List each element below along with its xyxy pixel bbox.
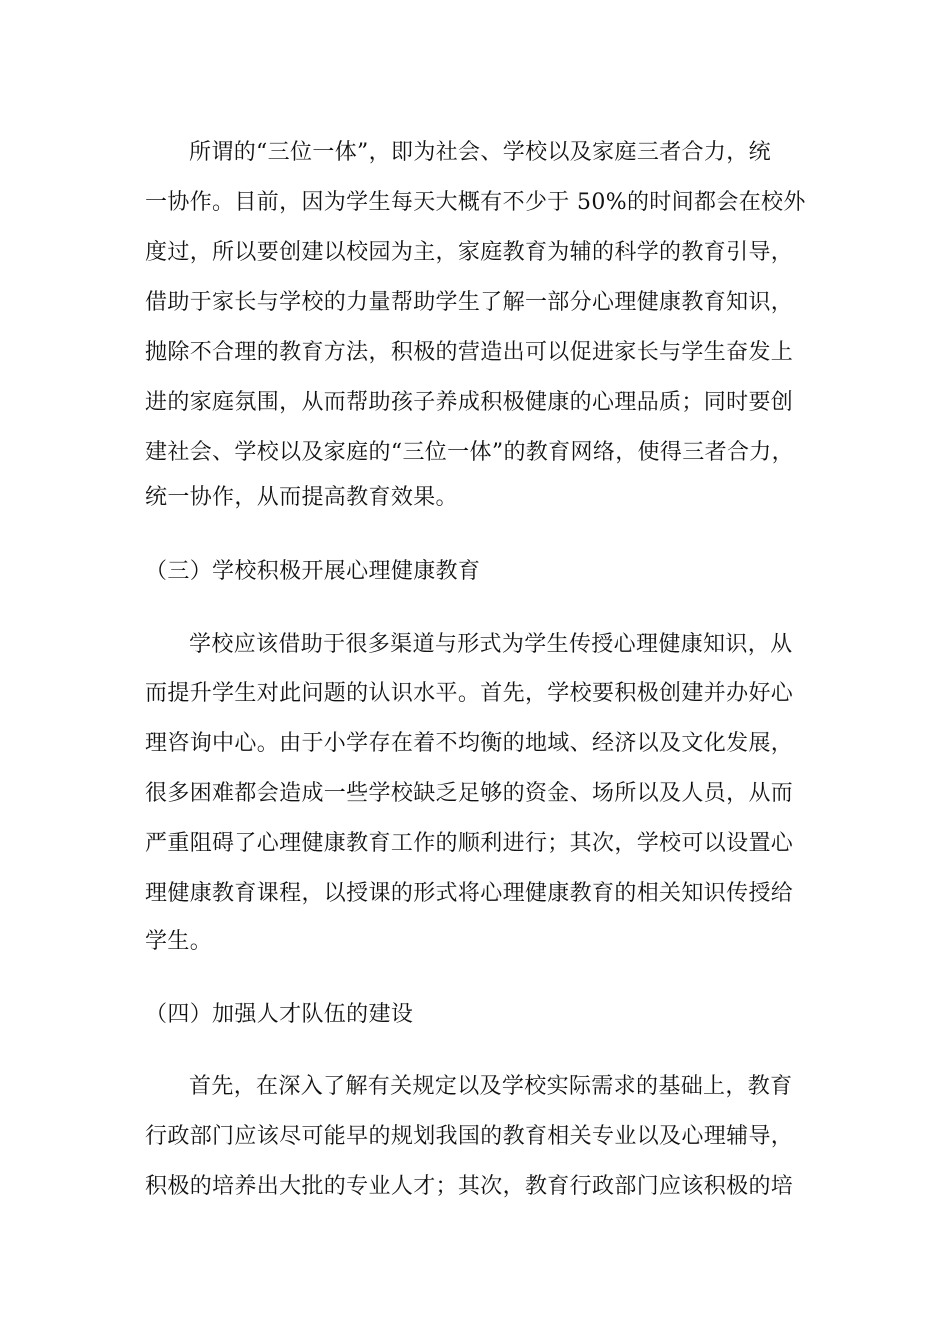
paragraph-line: 学校应该借助于很多渠道与形式为学生传授心理健康知识，从 (189, 632, 793, 657)
paragraph-line: 抛除不合理的教育方法，积极的营造出可以促进家长与学生奋发上 (145, 340, 794, 365)
paragraph-line: 而提升学生对此问题的认识水平。首先，学校要积极创建并办好心 (145, 681, 794, 706)
paragraph-line: 一协作。目前，因为学生每天大概有不少于 50%的时间都会在校外 (145, 190, 806, 215)
paragraph-line: 学生。 (145, 929, 213, 954)
section-heading: （四）加强人才队伍的建设 (145, 1002, 414, 1027)
paragraph-line: 很多困难都会造成一些学校缺乏足够的资金、场所以及人员，从而 (145, 781, 794, 806)
paragraph-line: 建社会、学校以及家庭的“三位一体”的教育网络，使得三者合力， (145, 440, 794, 465)
paragraph-line: 首先，在深入了解有关规定以及学校实际需求的基础上，教育 (189, 1074, 793, 1099)
paragraph-line: 理健康教育课程，以授课的形式将心理健康教育的相关知识传授给 (145, 881, 794, 906)
paragraph-line: 行政部门应该尽可能早的规划我国的教育相关专业以及心理辅导， (145, 1124, 794, 1149)
paragraph-line: 理咨询中心。由于小学存在着不均衡的地域、经济以及文化发展， (145, 731, 794, 756)
paragraph-line: 度过，所以要创建以校园为主，家庭教育为辅的科学的教育引导， (145, 240, 794, 265)
paragraph-line: 所谓的“三位一体”，即为社会、学校以及家庭三者合力，统 (189, 140, 771, 165)
paragraph-line: 借助于家长与学校的力量帮助学生了解一部分心理健康教育知识， (145, 290, 794, 315)
paragraph-line: 严重阻碍了心理健康教育工作的顺利进行；其次，学校可以设置心 (145, 831, 794, 856)
paragraph-line: 进的家庭氛围，从而帮助孩子养成积极健康的心理品质；同时要创 (145, 390, 794, 415)
paragraph-line: 统一协作，从而提高教育效果。 (145, 485, 458, 510)
paragraph-line: 积极的培养出大批的专业人才；其次，教育行政部门应该积极的培 (145, 1174, 794, 1199)
section-heading: （三）学校积极开展心理健康教育 (145, 559, 481, 584)
